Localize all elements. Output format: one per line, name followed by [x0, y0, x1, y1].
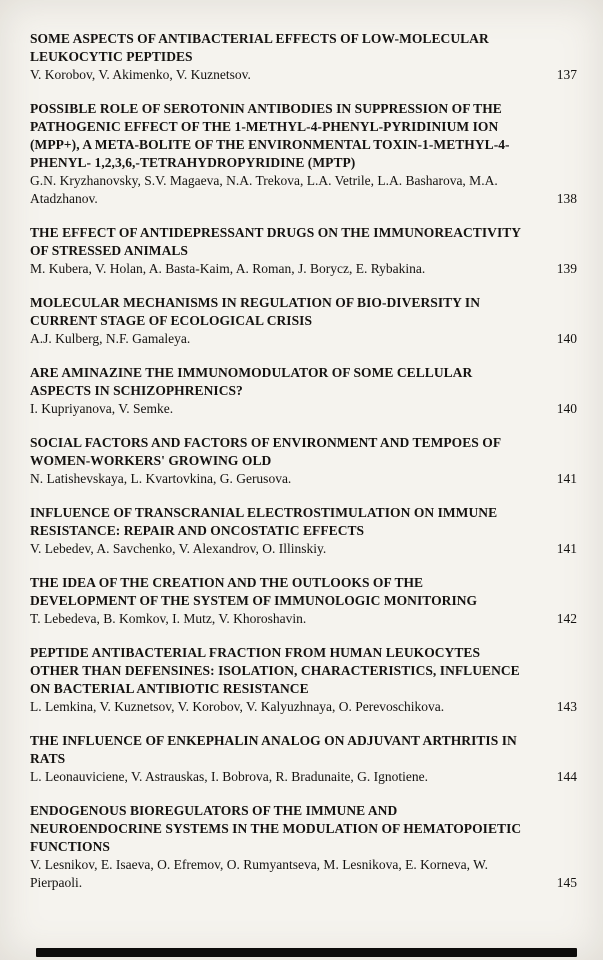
- entry-text: [30, 802, 543, 892]
- entry-text: [30, 504, 543, 558]
- toc-entry: [30, 224, 577, 278]
- toc-entry: [30, 732, 577, 786]
- scan-artifact-bar: [36, 948, 577, 957]
- page-number: 137: [556, 67, 577, 82]
- entry-text: [30, 30, 543, 84]
- toc-entry: [30, 434, 577, 488]
- page-number: 139: [556, 261, 577, 276]
- entry-text: [30, 364, 543, 418]
- entry-text: [30, 644, 543, 716]
- page-number: 138: [556, 191, 577, 206]
- entry-text: [30, 224, 543, 278]
- entry-title: MOLECULAR MECHANISMS IN REGULATION OF BIO-DIVERSITY IN CURRENT STAGE OF ECOLOGICAL CRISIS: [30, 295, 480, 328]
- entry-authors: L. Lemkina, V. Kuznetsov, V. Korobov, V. Kalyuzhnaya, O. Perevoschikova.: [30, 699, 445, 714]
- toc-entry: [30, 644, 577, 716]
- entry-authors: N. Latishevskaya, L. Kvartovkina, G. Gerusova.: [30, 471, 292, 486]
- page-number: 141: [556, 541, 577, 556]
- entry-title: SOME ASPECTS OF ANTIBACTERIAL EFFECTS OF LOW-MOLECULAR LEUKOCYTIC PEPTIDES: [30, 31, 489, 64]
- entry-authors: M. Kubera, V. Holan, A. Basta-Kaim, A. Roman, J. Borycz, E. Rybakina.: [30, 261, 426, 276]
- entry-text: [30, 294, 543, 348]
- toc-entry: [30, 802, 577, 892]
- entry-title: SOCIAL FACTORS AND FACTORS OF ENVIRONMENT AND TEMPOES OF WOMEN-WORKERS' GROWING OLD: [30, 435, 501, 468]
- entry-authors: G.N. Kryzhanovsky, S.V. Magaeva, N.A. Trekova, L.A. Vetrile, L.A. Basharova, M.A. Atadzhanov.: [30, 173, 498, 206]
- entry-text: [30, 100, 543, 208]
- entry-authors: V. Korobov, V. Akimenko, V. Kuznetsov.: [30, 67, 251, 82]
- page-number: 142: [556, 611, 577, 626]
- entry-authors: L. Leonauviciene, V. Astrauskas, I. Bobrova, R. Bradunaite, G. Ignotiene.: [30, 769, 429, 784]
- entry-title: INFLUENCE OF TRANSCRANIAL ELECTROSTIMULATION ON IMMUNE RESISTANCE: REPAIR AND ONCOSTATIC EFFECTS: [30, 505, 498, 538]
- toc-entry: [30, 504, 577, 558]
- page-number: 140: [556, 331, 577, 346]
- entry-text: [30, 574, 543, 628]
- toc-entry: [30, 100, 577, 208]
- toc-entry: [30, 30, 577, 84]
- entry-title: ENDOGENOUS BIOREGULATORS OF THE IMMUNE AND NEUROENDOCRINE SYSTEMS IN THE MODULATION OF HEMATOPOIETIC FUNCTIONS: [30, 803, 522, 854]
- page-number: 141: [556, 471, 577, 486]
- toc-entry: [30, 364, 577, 418]
- entry-text: [30, 434, 543, 488]
- page-number: 144: [556, 769, 577, 784]
- toc-entry: [30, 294, 577, 348]
- entry-title: THE EFFECT OF ANTIDEPRESSANT DRUGS ON THE IMMUNOREACTIVITY OF STRESSED ANIMALS: [30, 225, 521, 258]
- entry-authors: V. Lebedev, A. Savchenko, V. Alexandrov, O. Illinskiy.: [30, 541, 327, 556]
- entry-authors: V. Lesnikov, E. Isaeva, O. Efremov, O. Rumyantseva, M. Lesnikova, E. Korneva, W. Pierpaoli.: [30, 857, 489, 890]
- entry-title: THE INFLUENCE OF ENKEPHALIN ANALOG ON ADJUVANT ARTHRITIS IN RATS: [30, 733, 517, 766]
- page-number: 145: [556, 875, 577, 890]
- entry-authors: I. Kupriyanova, V. Semke.: [30, 401, 174, 416]
- entry-title: THE IDEA OF THE CREATION AND THE OUTLOOKS OF THE DEVELOPMENT OF THE SYSTEM OF IMMUNOLOGIC MONITORING: [30, 575, 478, 608]
- entry-title: PEPTIDE ANTIBACTERIAL FRACTION FROM HUMAN LEUKOCYTES OTHER THAN DEFENSINES: ISOLATION, CHARACTERISTICS, INFLUENCE ON BACTERIAL ANTIBIOTIC RESISTANCE: [30, 645, 520, 696]
- entry-title: ARE AMINAZINE THE IMMUNOMODULATOR OF SOME CELLULAR ASPECTS IN SCHIZOPHRENICS?: [30, 365, 473, 398]
- toc-entry: [30, 574, 577, 628]
- page-number: 140: [556, 401, 577, 416]
- entry-title: POSSIBLE ROLE OF SEROTONIN ANTIBODIES IN SUPPRESSION OF THE PATHOGENIC EFFECT OF THE 1-METHYL-4-PHENYL-PYRIDINIUM ION (MPP+), A META-BOLITE OF THE ENVIRONMENTAL TOXIN-1-METHYL-4-PHENYL- 1,2,3,6,-TETRAHYDROPYRIDINE (MPTP): [30, 101, 510, 170]
- page-number: 143: [556, 699, 577, 714]
- entry-text: [30, 732, 543, 786]
- entry-authors: T. Lebedeva, B. Komkov, I. Mutz, V. Khoroshavin.: [30, 611, 307, 626]
- entry-authors: A.J. Kulberg, N.F. Gamaleya.: [30, 331, 191, 346]
